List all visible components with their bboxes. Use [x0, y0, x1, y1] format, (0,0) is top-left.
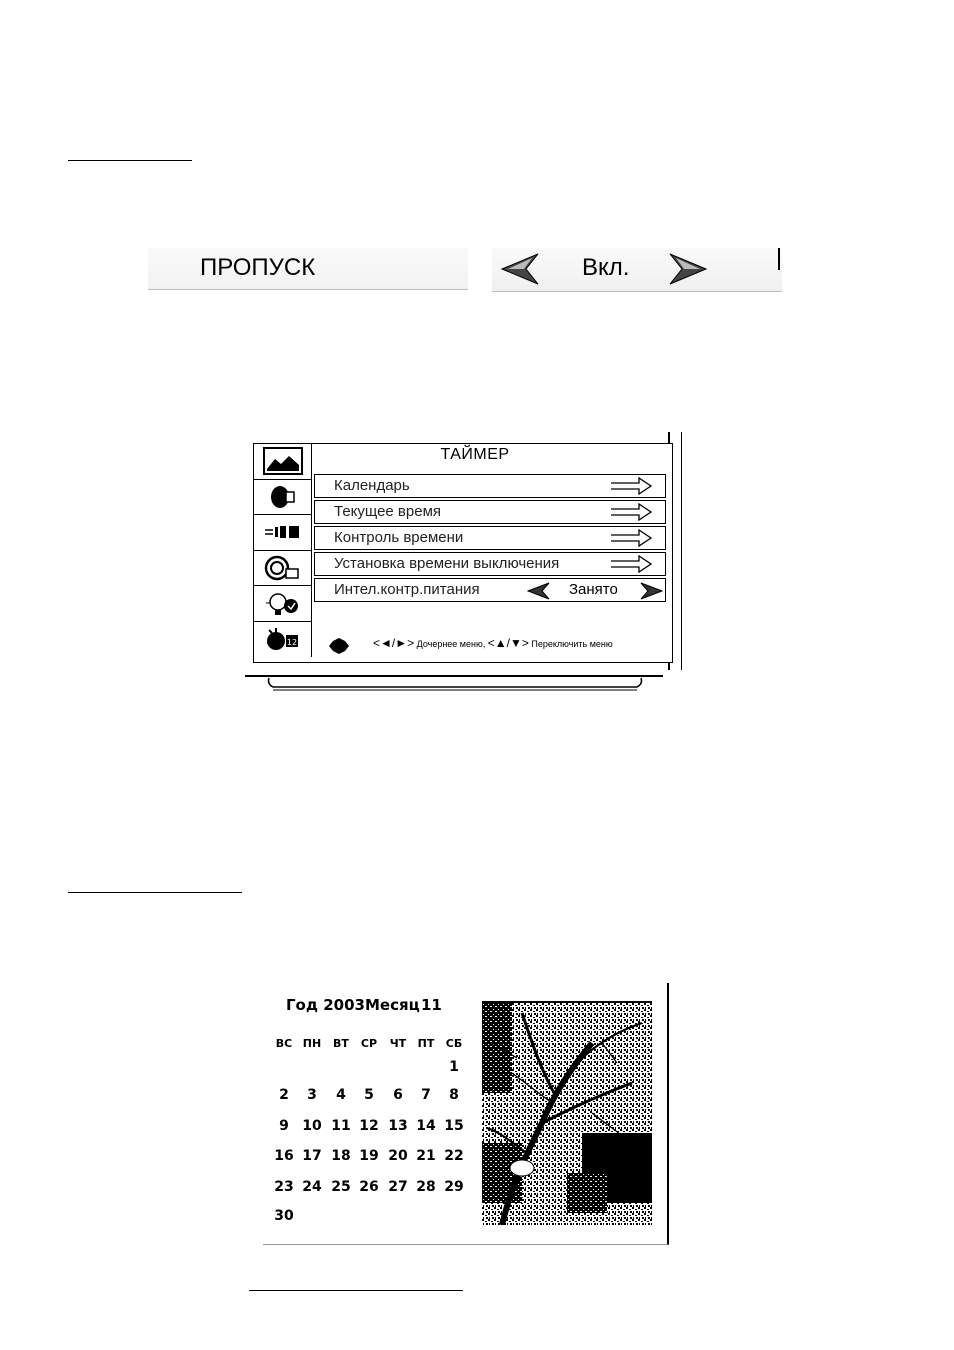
calendar-day: 19 [359, 1148, 379, 1164]
calendar-day: 15 [444, 1118, 464, 1134]
calendar-day: 29 [444, 1179, 464, 1195]
weekday-header: ВТ [333, 1037, 349, 1050]
arrow-right-icon [609, 529, 653, 547]
calendar-day: 12 [359, 1118, 379, 1134]
calendar-day: 5 [364, 1087, 374, 1103]
weekday-header: СБ [445, 1037, 463, 1050]
hint-left-arrows: <◄/►> [373, 636, 415, 650]
calendar-day: 26 [359, 1179, 379, 1195]
calendar-day: 17 [302, 1148, 322, 1164]
arrow-right-icon [609, 477, 653, 495]
hint-left-text: Дочернее меню [416, 639, 483, 649]
menu-item-label: Интел.контр.питания [334, 581, 480, 598]
calendar-day: 22 [444, 1148, 464, 1164]
calendar-day: 14 [416, 1118, 436, 1134]
hint-right-arrows: <▲/▼> [487, 636, 529, 650]
tab-timer[interactable] [254, 622, 312, 658]
calendar-day: 20 [388, 1148, 408, 1164]
calendar-day: 24 [302, 1179, 322, 1195]
left-arrow-icon[interactable] [527, 582, 551, 600]
skip-label: ПРОПУСК [200, 254, 316, 281]
menu-item-label: Установка времени выключения [334, 555, 560, 572]
calendar-photo [482, 1001, 652, 1225]
calendar-day: 18 [331, 1148, 351, 1164]
menu-item-label: Контроль времени [334, 529, 464, 546]
hint-right-text: Переключить меню [531, 639, 613, 649]
navigation-hint: <◄/►> Дочернее меню, <▲/▼> Переключить меню [373, 636, 613, 650]
calendar-day: 30 [274, 1208, 294, 1224]
calendar-day: 28 [416, 1179, 436, 1195]
weekday-header: СР [360, 1037, 378, 1050]
year-value: 2003 [323, 996, 365, 1014]
right-arrow-icon[interactable] [668, 252, 708, 286]
arrow-right-icon [609, 503, 653, 521]
menu-tabs [254, 444, 312, 657]
year-label: Год [286, 996, 318, 1014]
svg-text:12: 12 [286, 638, 297, 648]
weekday-header: ПН [302, 1037, 322, 1050]
month-value: 11 [420, 996, 442, 1014]
tab-power[interactable] [254, 586, 312, 622]
tv-stand [245, 674, 663, 692]
menu-item-power-control[interactable] [314, 578, 666, 602]
speaker-icon [268, 484, 298, 510]
calendar-day: 6 [393, 1087, 403, 1103]
picture-icon [263, 447, 303, 475]
weekday-header: ПТ [417, 1037, 435, 1050]
skip-value: Вкл. [582, 254, 630, 281]
left-arrow-icon[interactable] [500, 252, 540, 286]
tab-sound[interactable] [254, 480, 312, 516]
calendar-day: 3 [307, 1087, 317, 1103]
calendar-day: 4 [336, 1087, 346, 1103]
navigation-icon [328, 637, 350, 655]
calendar-day: 16 [274, 1148, 294, 1164]
section-rule-3 [249, 1290, 463, 1291]
menu-item-label: Текущее время [334, 503, 442, 520]
tab-channel[interactable] [254, 515, 312, 551]
menu-item-current-time[interactable] [314, 500, 666, 524]
calendar-day: 1 [449, 1059, 459, 1075]
weekday-header: ЧТ [389, 1037, 407, 1050]
tab-picture[interactable] [254, 444, 312, 480]
channel-icon [264, 524, 302, 540]
clock-icon [264, 554, 302, 582]
calendar-day: 8 [449, 1087, 459, 1103]
menu-title: ТАЙМЕР [440, 446, 510, 463]
calendar-day: 11 [331, 1118, 351, 1134]
bulb-icon [264, 589, 302, 617]
skip-setting-value-box [492, 248, 782, 292]
timer-icon [264, 625, 302, 653]
bar-end-mark [778, 248, 780, 270]
month-label: Месяц [364, 996, 420, 1014]
tab-function[interactable] [254, 551, 312, 587]
calendar-day: 13 [388, 1118, 408, 1134]
calendar-day: 10 [302, 1118, 322, 1134]
calendar-day: 25 [331, 1179, 351, 1195]
menu-item-shutdown-time[interactable] [314, 552, 666, 576]
calendar-header [286, 996, 442, 1014]
calendar-day: 9 [279, 1118, 289, 1134]
tree-photo-image [482, 1003, 652, 1225]
menu-item-time-control[interactable] [314, 526, 666, 550]
section-rule-2 [68, 892, 242, 893]
menu-item-value: Занято [569, 581, 618, 598]
menu-item-calendar[interactable] [314, 474, 666, 498]
calendar-day: 7 [421, 1087, 431, 1103]
calendar-day: 27 [388, 1179, 408, 1195]
right-arrow-icon[interactable] [639, 582, 663, 600]
calendar-day: 23 [274, 1179, 294, 1195]
weekday-header: ВС [275, 1037, 293, 1050]
calendar-day: 21 [416, 1148, 436, 1164]
section-rule-1 [68, 160, 192, 161]
menu-item-label: Календарь [334, 477, 410, 494]
calendar-day: 2 [279, 1087, 289, 1103]
arrow-right-icon [609, 555, 653, 573]
skip-setting-label-box [148, 248, 468, 290]
